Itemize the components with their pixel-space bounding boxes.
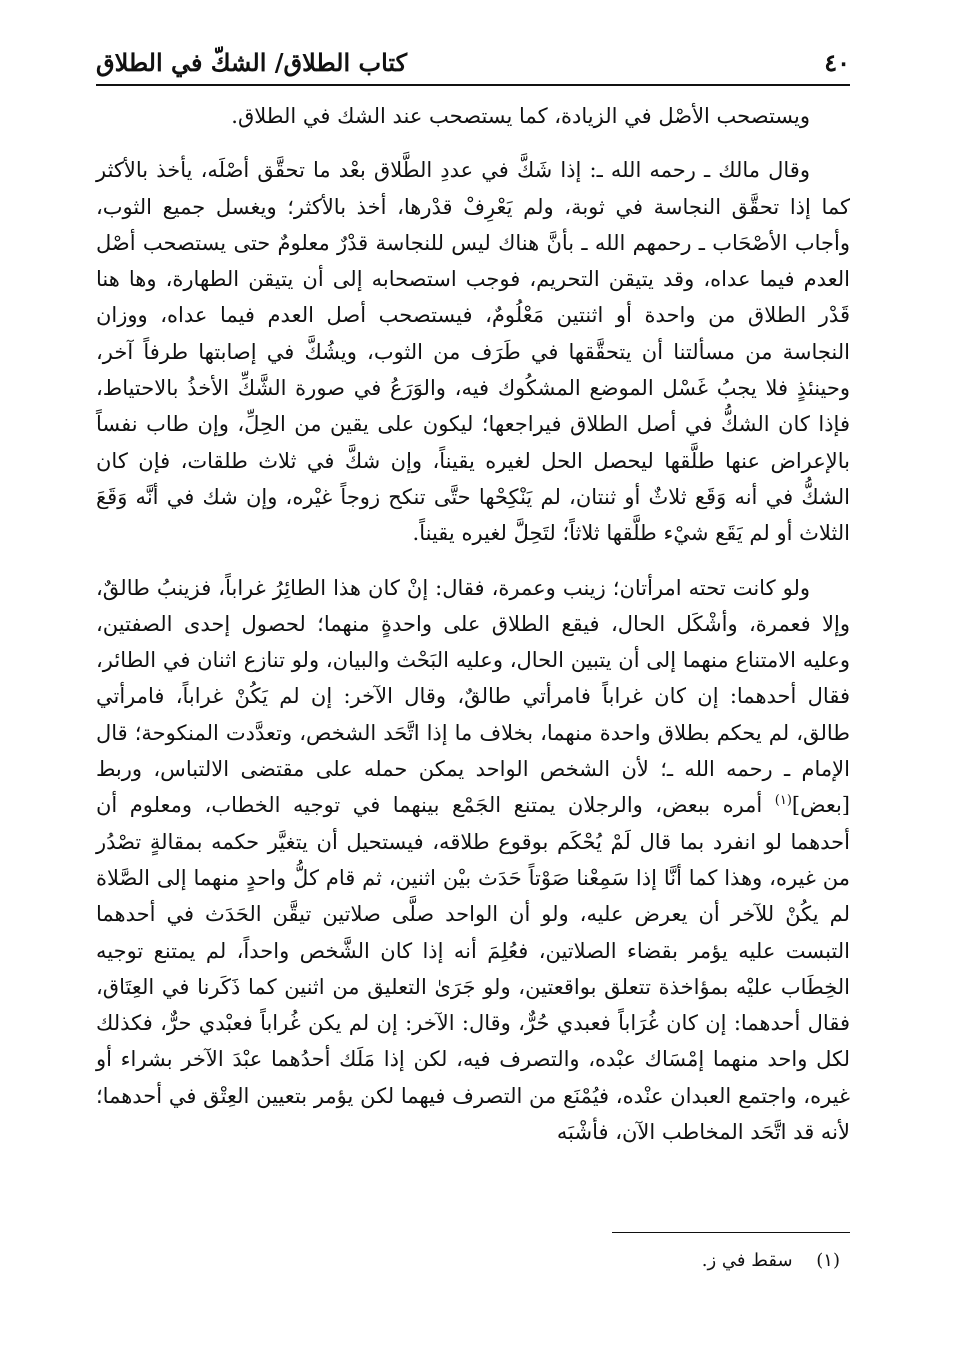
footnote [96, 1248, 840, 1274]
footnote-text: سقط في ز. [701, 1250, 793, 1271]
main-text [96, 98, 850, 1150]
paragraph-3-part-1: ولو كانت تحته امرأتان؛ زينب وعمرة، فقال: إنْ كان هذا الطائِرُ غراباً، فزينبُ طالقٌ، وإلا فعمرة، وأشْكَل الحال، فيقع الطلاق على واحدةٍ منهما؛ لحصول إحدى الصفتين، وعليه الامتناع منهما إلى أن يتبين الحال، وعليه البَحْث والبيان، ولو تنازع اثنان في الطائر، فقال أحدهما: إن كان غراباً فامرأتي طالقٌ، وقال الآخر: إن لم يَكُنْ غراباً، فامرأتي طالق، لم يحكم بطلاق واحدة منهما، بخلاف ما إذا اتَّحَد الشخص، وتعدَّدت المنكوحة؛ قال الإمام ـ رحمه الله ـ؛ لأن الشخص الواحد يمكن حمله على مقتضى الالتباس، وربط [بعض] [96, 575, 850, 818]
paragraph-2: وقال مالك ـ رحمه الله ـ: إذا شَكَّ في عددِ الطَّلاق بعْد ما تحقَّق أصْلَه، يأخذ بالأكثر كما إذا تحقَّق النجاسة في ثوبة، ولم يَعْرِفْ قدْرها، أخذ بالأكثر؛ ويغسل جميع الثوب، وأجاب الأصْحَاب ـ رحمهم الله ـ بأنَّ هناك ليس للنجاسة قدْرٌ معلومٌ حتى يستصحب أصْل العدم فيما عداه، وقد يتيقن التحريم، فوجب استصحابه إلى أن يتيقن الطهارة، وها هنا قَدْر الطلاق من واحدة أو اثنتين مَعْلُومٌ، فيستصحب أصل العدم فيما عداه، ووزان النجاسة من مسألتنا أن يتحقَّقها في طَرَف من الثوب، ويشُكَّ في إصابتها طرفاً آخر، وحينئذٍ فلا يجبُ غَسْل الموضع المشكُوك فيه، والوَرَعُ في صورة الشَّكِّ الأخذُ بالاحتياط، فإذا كان الشكُّ في أصل الطلاق فيراجعها؛ ليكون على يقين من الحِلِّ، وإن طاب نفساً بالإعراض عنها طلَّقها ليحصل الحل لغيره يقيناً، وإن شكَّ في ثلاث طلقات، فإن كان الشكُّ في أنه وَقَع ثلاثٌ أو ثنتان، لم يَنْكِحْها حتَّى تنكح زوجاً غيْره، وإن شك في أنَّه وَقَعَ الثلاث أو لم يَقَع شيْء طلَّقها ثلاثاً؛ لتَحِلَّ لغيره يقيناً. [96, 158, 850, 546]
footnote-marker[interactable]: (١) [774, 793, 792, 809]
paragraph-3 [96, 570, 850, 1151]
paragraph-1: ويستصحب الأصْل في الزيادة، كما يستصحب عند الشك في الطلاق. [231, 104, 810, 128]
running-title: كتاب الطلاق/ الشكّ في الطلاق [96, 47, 408, 77]
running-header [96, 44, 850, 80]
paragraph-3-part-2: أمره ببعض، والرجلان يمتنع الجَمْع بينهما في توجيه الخطاب، ومعلوم أن أحدهما لو انفرد بما قال لَمْ يُحْكَم بوقوع طلاقه، فيستحيل أن يتغيَّر حكمه بمقالةٍ تصْدُر من غيره، وهذا كما أنَّا إذا سَمِعْنا صَوْتاً حَدَث بيْن اثنين، ثم قام كلُّ واحدٍ منهما إلى الصَّلاة لم يكُنْ للآخر أن يعرض عليه، ولو أن الواحد صلَّى صلاتين تيقَّن الحَدَث في أحدهما التبست عليه يؤمر بقضاء الصلاتين، فعُلِمَ أنه إذا كان الشَّخص واحداً، لم يمتنع توجيه الخِطَاب عليْه بمؤاخذة تتعلق بواقعتين، ولو جَرَىٰ التعليق من اثنين كما ذَكَرنا في العِتَاق، فقال أحدهما: إن كان غُرَاباً فعبدي حُرٌّ، وقال: الآخر: إن لم يكن غُراباً فعبْدي حرٌّ، فكذلك لكل واحد منهما إمْسَاك عبْده، والتصرف فيه، لكن إذا مَلَك أحدُهما عبْدَ الآخر بشراء أو غيره، واجتمع العبدان عنْده، فيُمْنَع من التصرف فيهما لكن يؤمر بتعيين العِتْق في أحدهما؛ لأنه قد اتَّحَد المخاطب الآن، فأشْبَه [96, 793, 850, 1145]
footnote-divider [612, 1232, 850, 1233]
header-divider [96, 84, 850, 86]
page-number: ٤٠ [824, 47, 850, 77]
footnote-number: (١) [816, 1250, 840, 1271]
